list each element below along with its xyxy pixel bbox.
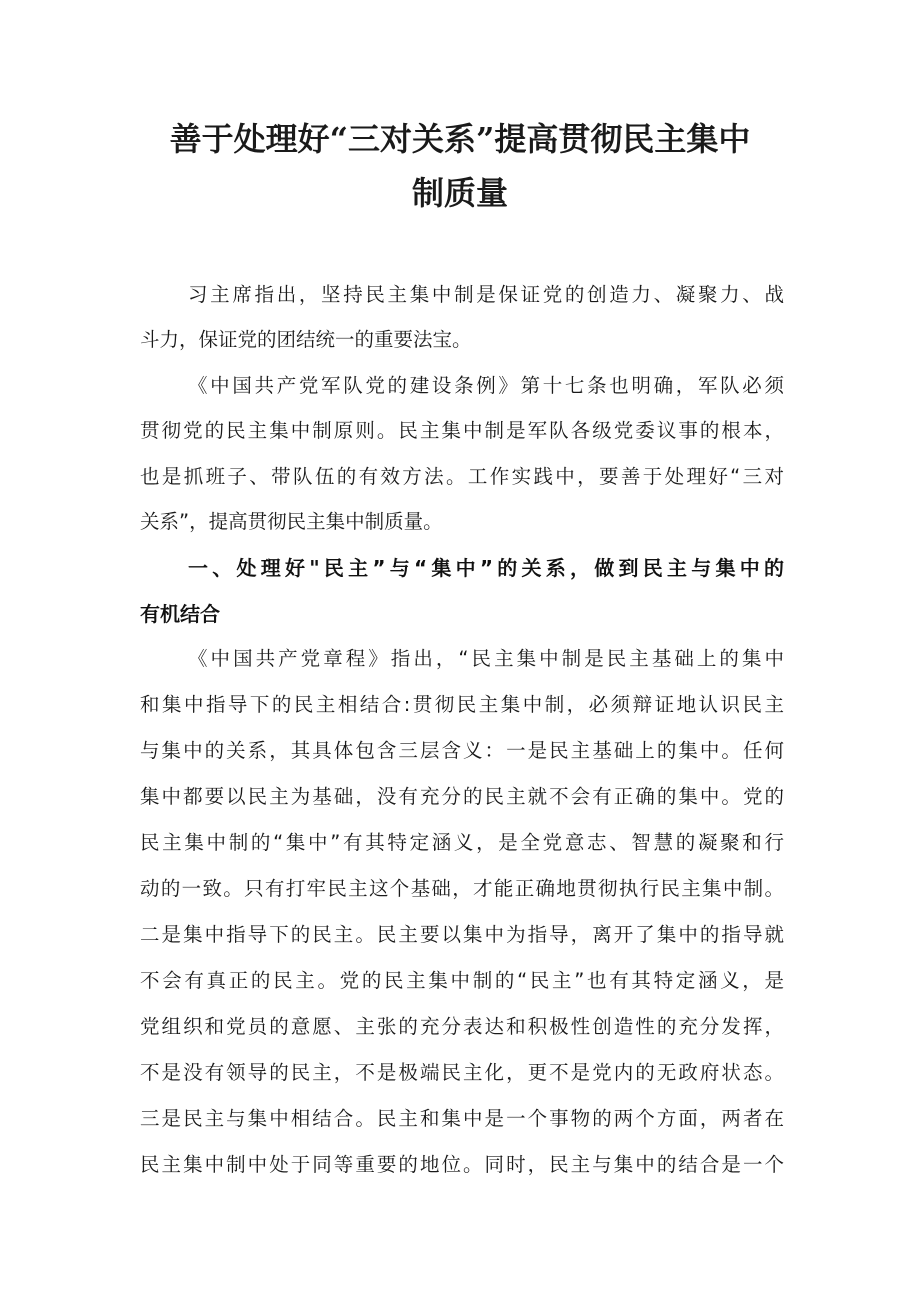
paragraph-2-line-3: 也是抓班子、带队伍的有效方法。工作实践中，要善于处理好“三对 [140, 465, 784, 488]
paragraph-3-line-1: 《中国共产党章程》指出，“民主集中制是民主基础上的集中 [188, 647, 784, 670]
paragraph-3-line-8: 不会有真正的民主。党的民主集中制的“民主”也有其特定涵义，是 [140, 969, 784, 992]
paragraph-3-line-3: 与集中的关系，其具体包含三层含义：一是民主基础上的集中。任何 [140, 739, 784, 762]
section-heading-1-line-2: 有机结合 [140, 602, 220, 626]
paragraph-3-line-12: 民主集中制中处于同等重要的地位。同时，民主与集中的结合是一个 [140, 1153, 784, 1176]
document-title-line-2: 制质量 [411, 174, 508, 212]
paragraph-1-line-2: 斗力，保证党的团结统一的重要法宝。 [140, 328, 472, 351]
paragraph-2-line-2: 贯彻党的民主集中制原则。民主集中制是军队各级党委议事的根本， [140, 419, 784, 442]
paragraph-3-line-9: 党组织和党员的意愿、主张的充分表达和积极性创造性的充分发挥， [140, 1015, 784, 1038]
paragraph-3-line-11: 三是民主与集中相结合。民主和集中是一个事物的两个方面，两者在 [140, 1107, 784, 1130]
paragraph-3-line-10: 不是没有领导的民主，不是极端民主化，更不是党内的无政府状态。 [140, 1061, 784, 1084]
section-heading-1-line-1: 一、处理好"民主”与“集中”的关系，做到民主与集中的 [188, 556, 784, 580]
document-title-line-1: 善于处理好“三对关系”提高贯彻民主集中 [169, 120, 751, 158]
paragraph-3-line-4: 集中都要以民主为基础，没有充分的民主就不会有正确的集中。党的 [140, 785, 784, 808]
paragraph-3-line-5: 民主集中制的“集中”有其特定涵义，是全党意志、智慧的凝聚和行 [140, 831, 784, 854]
paragraph-3-line-7: 二是集中指导下的民主。民主要以集中为指导，离开了集中的指导就 [140, 923, 784, 946]
paragraph-3-line-6: 动的一致。只有打牢民主这个基础，才能正确地贯彻执行民主集中制。 [140, 877, 784, 900]
paragraph-2-line-1: 《中国共产党军队党的建设条例》第十七条也明确，军队必须 [188, 374, 784, 397]
paragraph-1-line-1: 习主席指出，坚持民主集中制是保证党的创造力、凝聚力、战 [188, 283, 784, 306]
paragraph-3-line-2: 和集中指导下的民主相结合:贯彻民主集中制，必须辩证地认识民主 [140, 693, 784, 716]
paragraph-2-line-4: 关系”，提高贯彻民主集中制质量。 [140, 510, 443, 533]
